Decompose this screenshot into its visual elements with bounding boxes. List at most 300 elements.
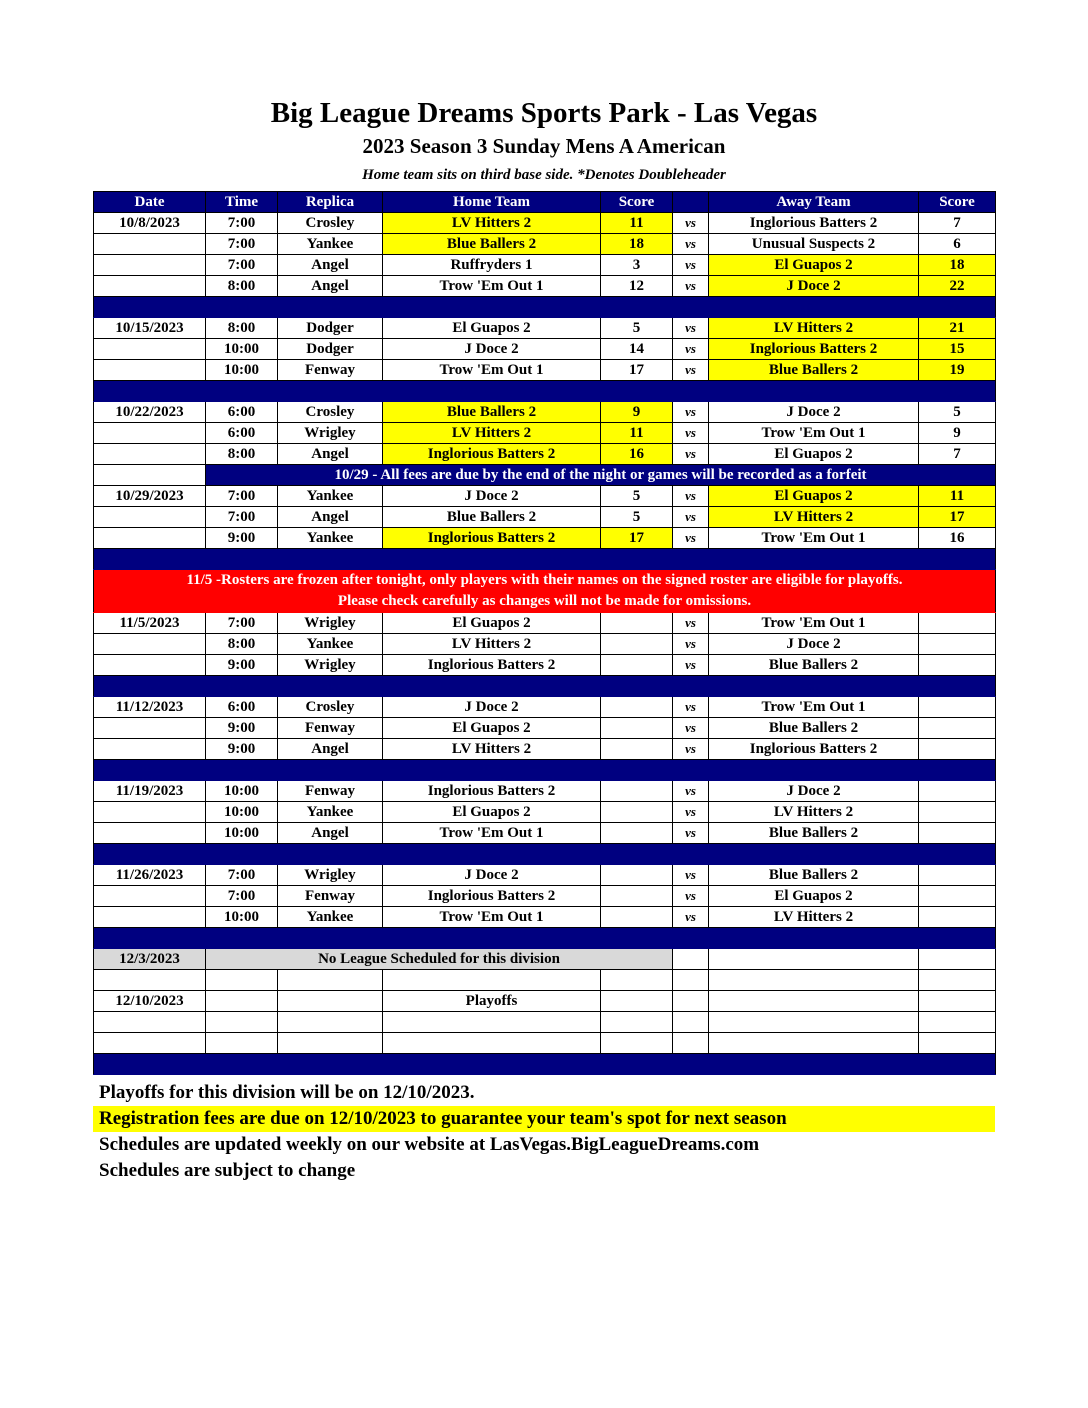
home-team-cell: Ruffryders 1 xyxy=(383,255,601,276)
separator-row xyxy=(94,844,996,865)
away-score-cell xyxy=(919,970,996,991)
away-score-cell: 7 xyxy=(919,444,996,465)
away-team-cell: J Doce 2 xyxy=(709,634,919,655)
vs-cell xyxy=(673,949,709,970)
column-header-away-team: Away Team xyxy=(709,192,919,213)
home-team-cell: El Guapos 2 xyxy=(383,718,601,739)
away-team-cell xyxy=(709,1033,919,1054)
away-score-cell: 7 xyxy=(919,213,996,234)
no-league-row xyxy=(94,949,996,970)
game-row xyxy=(94,318,996,339)
home-team-cell: LV Hitters 2 xyxy=(383,634,601,655)
home-score-cell: 16 xyxy=(601,444,673,465)
away-team-cell: El Guapos 2 xyxy=(709,444,919,465)
time-cell: 6:00 xyxy=(206,697,278,718)
home-score-cell xyxy=(601,907,673,928)
vs-label: vs xyxy=(673,613,709,634)
away-team-cell: Inglorious Batters 2 xyxy=(709,339,919,360)
date-cell xyxy=(94,1012,206,1033)
replica-cell: Angel xyxy=(278,444,383,465)
separator-row xyxy=(94,549,996,570)
date-cell xyxy=(94,255,206,276)
time-cell: 10:00 xyxy=(206,781,278,802)
time-cell xyxy=(206,1012,278,1033)
replica-cell: Crosley xyxy=(278,402,383,423)
vs-label: vs xyxy=(673,823,709,844)
replica-cell xyxy=(278,1012,383,1033)
home-team-cell: Inglorious Batters 2 xyxy=(383,655,601,676)
date-cell xyxy=(94,655,206,676)
column-header-time: Time xyxy=(206,192,278,213)
column-header-vs xyxy=(673,192,709,213)
away-team-cell: Blue Ballers 2 xyxy=(709,865,919,886)
time-cell xyxy=(206,991,278,1012)
date-cell xyxy=(94,886,206,907)
footer-line: Registration fees are due on 12/10/2023 to guarantee your team's spot for next season xyxy=(93,1106,995,1132)
home-score-cell: 17 xyxy=(601,360,673,381)
away-team-cell: Trow 'Em Out 1 xyxy=(709,423,919,444)
time-cell: 7:00 xyxy=(206,234,278,255)
roster-notice-line: 11/5 -Rosters are frozen after tonight, only players with their names on the signed roster are eligible for playoffs. xyxy=(186,572,903,588)
footer-line: Schedules are subject to change xyxy=(99,1160,356,1181)
vs-label: vs xyxy=(673,865,709,886)
away-score-cell: 6 xyxy=(919,234,996,255)
game-row xyxy=(94,802,996,823)
separator-bar xyxy=(94,297,996,318)
away-team-cell: Trow 'Em Out 1 xyxy=(709,697,919,718)
home-score-cell: 3 xyxy=(601,255,673,276)
time-cell: 9:00 xyxy=(206,718,278,739)
game-row xyxy=(94,907,996,928)
replica-cell: Crosley xyxy=(278,697,383,718)
away-team-cell: El Guapos 2 xyxy=(709,486,919,507)
schedule-page xyxy=(93,0,995,1075)
vs-label: vs xyxy=(673,802,709,823)
home-team-cell: LV Hitters 2 xyxy=(383,423,601,444)
time-cell xyxy=(206,970,278,991)
roster-notice-row xyxy=(94,570,996,613)
game-row xyxy=(94,718,996,739)
roster-notice-line: Please check carefully as changes will not be made for omissions. xyxy=(337,593,752,609)
time-cell: 7:00 xyxy=(206,486,278,507)
home-team-cell: El Guapos 2 xyxy=(383,613,601,634)
replica-cell xyxy=(278,970,383,991)
away-score-cell: 11 xyxy=(919,486,996,507)
away-score-cell xyxy=(919,718,996,739)
game-row xyxy=(94,276,996,297)
vs-label: vs xyxy=(673,255,709,276)
away-team-cell: LV Hitters 2 xyxy=(709,802,919,823)
date-cell xyxy=(94,634,206,655)
time-cell: 9:00 xyxy=(206,528,278,549)
date-cell xyxy=(94,718,206,739)
home-team-cell: J Doce 2 xyxy=(383,697,601,718)
home-score-cell xyxy=(601,991,673,1012)
fees-notice-text: 10/29 - All fees are due by the end of the night or games will be recorded as a forfeit xyxy=(206,465,996,486)
time-cell: 7:00 xyxy=(206,255,278,276)
date-cell xyxy=(94,970,206,991)
vs-label: vs xyxy=(673,276,709,297)
replica-cell: Wrigley xyxy=(278,865,383,886)
separator-bar xyxy=(94,928,996,949)
game-row xyxy=(94,634,996,655)
away-score-cell: 17 xyxy=(919,507,996,528)
date-cell: 12/3/2023 xyxy=(94,949,206,970)
empty-row xyxy=(94,1033,996,1054)
game-row xyxy=(94,255,996,276)
time-cell: 8:00 xyxy=(206,276,278,297)
home-team-cell: El Guapos 2 xyxy=(383,802,601,823)
replica-cell: Dodger xyxy=(278,339,383,360)
away-team-cell: J Doce 2 xyxy=(709,276,919,297)
footer xyxy=(93,1080,995,1184)
home-team-cell xyxy=(383,970,601,991)
away-score-cell: 16 xyxy=(919,528,996,549)
home-score-cell xyxy=(601,613,673,634)
away-score-cell xyxy=(919,865,996,886)
home-score-cell xyxy=(601,697,673,718)
separator-bar xyxy=(94,844,996,865)
home-score-cell: 9 xyxy=(601,402,673,423)
home-team-cell: Inglorious Batters 2 xyxy=(383,886,601,907)
date-cell xyxy=(94,823,206,844)
away-team-cell: LV Hitters 2 xyxy=(709,507,919,528)
game-row xyxy=(94,423,996,444)
vs-cell xyxy=(673,1012,709,1033)
vs-label: vs xyxy=(673,318,709,339)
away-score-cell: 22 xyxy=(919,276,996,297)
game-row xyxy=(94,697,996,718)
home-team-cell: J Doce 2 xyxy=(383,339,601,360)
home-score-cell: 5 xyxy=(601,318,673,339)
away-score-cell xyxy=(919,613,996,634)
vs-label: vs xyxy=(673,739,709,760)
time-cell: 6:00 xyxy=(206,423,278,444)
separator-bar xyxy=(94,1054,996,1075)
vs-label: vs xyxy=(673,423,709,444)
away-team-cell: Inglorious Batters 2 xyxy=(709,213,919,234)
time-cell: 8:00 xyxy=(206,444,278,465)
home-team-cell: Blue Ballers 2 xyxy=(383,507,601,528)
replica-cell: Wrigley xyxy=(278,423,383,444)
game-row xyxy=(94,655,996,676)
separator-row xyxy=(94,381,996,402)
replica-cell: Angel xyxy=(278,507,383,528)
vs-label: vs xyxy=(673,234,709,255)
time-cell: 8:00 xyxy=(206,318,278,339)
separator-bar xyxy=(94,381,996,402)
separator-row xyxy=(94,760,996,781)
separator-row xyxy=(94,928,996,949)
home-team-cell: Trow 'Em Out 1 xyxy=(383,360,601,381)
game-row xyxy=(94,823,996,844)
game-row xyxy=(94,528,996,549)
vs-label: vs xyxy=(673,718,709,739)
vs-cell xyxy=(673,970,709,991)
away-score-cell: 15 xyxy=(919,339,996,360)
away-score-cell xyxy=(919,655,996,676)
away-score-cell xyxy=(919,1033,996,1054)
roster-notice-text xyxy=(94,570,996,613)
date-cell: 11/5/2023 xyxy=(94,613,206,634)
schedule-table xyxy=(93,191,996,1075)
home-score-cell xyxy=(601,970,673,991)
away-score-cell xyxy=(919,739,996,760)
away-team-cell: LV Hitters 2 xyxy=(709,318,919,339)
away-team-cell: Trow 'Em Out 1 xyxy=(709,528,919,549)
home-team-cell: Trow 'Em Out 1 xyxy=(383,823,601,844)
date-cell: 10/22/2023 xyxy=(94,402,206,423)
game-row xyxy=(94,613,996,634)
date-cell: 10/15/2023 xyxy=(94,318,206,339)
home-team-cell: J Doce 2 xyxy=(383,486,601,507)
page-subtitle: 2023 Season 3 Sunday Mens A American xyxy=(362,134,726,158)
date-cell: 11/19/2023 xyxy=(94,781,206,802)
time-cell: 7:00 xyxy=(206,865,278,886)
separator-bar xyxy=(94,549,996,570)
game-row xyxy=(94,339,996,360)
home-score-cell xyxy=(601,781,673,802)
away-team-cell: El Guapos 2 xyxy=(709,255,919,276)
away-team-cell: Blue Ballers 2 xyxy=(709,655,919,676)
table-header xyxy=(94,192,996,213)
date-cell xyxy=(94,444,206,465)
home-team-cell xyxy=(383,1012,601,1033)
vs-label: vs xyxy=(673,444,709,465)
home-team-cell: Playoffs xyxy=(383,991,601,1012)
away-team-cell: Trow 'Em Out 1 xyxy=(709,613,919,634)
vs-label: vs xyxy=(673,402,709,423)
replica-cell: Angel xyxy=(278,255,383,276)
time-cell: 10:00 xyxy=(206,823,278,844)
replica-cell: Yankee xyxy=(278,234,383,255)
away-score-cell: 9 xyxy=(919,423,996,444)
column-header-home-team: Home Team xyxy=(383,192,601,213)
time-cell: 9:00 xyxy=(206,655,278,676)
vs-label: vs xyxy=(673,781,709,802)
replica-cell: Fenway xyxy=(278,886,383,907)
vs-label: vs xyxy=(673,907,709,928)
date-cell xyxy=(94,360,206,381)
game-row xyxy=(94,402,996,423)
page-title: Big League Dreams Sports Park - Las Vegas xyxy=(270,97,818,129)
date-cell xyxy=(94,423,206,444)
time-cell xyxy=(206,1033,278,1054)
vs-cell xyxy=(673,1033,709,1054)
home-score-cell: 18 xyxy=(601,234,673,255)
date-cell xyxy=(94,507,206,528)
separator-row xyxy=(94,1054,996,1075)
replica-cell: Fenway xyxy=(278,718,383,739)
replica-cell: Fenway xyxy=(278,781,383,802)
time-cell: 8:00 xyxy=(206,634,278,655)
date-cell: 10/29/2023 xyxy=(94,486,206,507)
vs-label: vs xyxy=(673,634,709,655)
separator-bar xyxy=(94,676,996,697)
replica-cell: Yankee xyxy=(278,528,383,549)
home-score-cell xyxy=(601,1012,673,1033)
footer-line: Schedules are updated weekly on our website at LasVegas.BigLeagueDreams.com xyxy=(99,1134,760,1155)
game-row xyxy=(94,444,996,465)
empty-row xyxy=(94,970,996,991)
game-row xyxy=(94,213,996,234)
away-score-cell xyxy=(919,1012,996,1033)
home-team-cell: J Doce 2 xyxy=(383,865,601,886)
away-score-cell: 19 xyxy=(919,360,996,381)
home-score-cell xyxy=(601,655,673,676)
home-score-cell: 14 xyxy=(601,339,673,360)
vs-label: vs xyxy=(673,697,709,718)
away-team-cell: LV Hitters 2 xyxy=(709,907,919,928)
away-team-cell: Inglorious Batters 2 xyxy=(709,739,919,760)
separator-row xyxy=(94,676,996,697)
away-score-cell xyxy=(919,634,996,655)
replica-cell: Wrigley xyxy=(278,613,383,634)
game-row xyxy=(94,781,996,802)
home-score-cell: 12 xyxy=(601,276,673,297)
home-team-cell xyxy=(383,1033,601,1054)
date-cell: 11/26/2023 xyxy=(94,865,206,886)
away-team-cell xyxy=(709,949,919,970)
replica-cell: Yankee xyxy=(278,907,383,928)
replica-cell: Yankee xyxy=(278,802,383,823)
home-team-cell: LV Hitters 2 xyxy=(383,213,601,234)
replica-cell: Yankee xyxy=(278,486,383,507)
date-cell xyxy=(94,339,206,360)
home-score-cell: 5 xyxy=(601,486,673,507)
no-league-text: No League Scheduled for this division xyxy=(206,949,673,970)
date-cell: 10/8/2023 xyxy=(94,213,206,234)
home-score-cell xyxy=(601,634,673,655)
home-team-cell: Blue Ballers 2 xyxy=(383,402,601,423)
away-score-cell xyxy=(919,949,996,970)
replica-cell: Angel xyxy=(278,823,383,844)
away-team-cell: Unusual Suspects 2 xyxy=(709,234,919,255)
home-team-cell: El Guapos 2 xyxy=(383,318,601,339)
time-cell: 9:00 xyxy=(206,739,278,760)
empty-row xyxy=(94,1012,996,1033)
column-header-score: Score xyxy=(919,192,996,213)
page-note: Home team sits on third base side. *Denotes Doubleheader xyxy=(362,167,726,183)
home-score-cell: 11 xyxy=(601,423,673,444)
playoffs-row xyxy=(94,991,996,1012)
replica-cell: Dodger xyxy=(278,318,383,339)
away-score-cell xyxy=(919,886,996,907)
away-score-cell xyxy=(919,781,996,802)
time-cell: 10:00 xyxy=(206,360,278,381)
home-score-cell: 11 xyxy=(601,213,673,234)
home-team-cell: Trow 'Em Out 1 xyxy=(383,907,601,928)
away-score-cell xyxy=(919,823,996,844)
game-row xyxy=(94,739,996,760)
home-score-cell xyxy=(601,739,673,760)
game-row xyxy=(94,886,996,907)
away-score-cell xyxy=(919,907,996,928)
time-cell: 10:00 xyxy=(206,339,278,360)
time-cell: 7:00 xyxy=(206,213,278,234)
vs-label: vs xyxy=(673,339,709,360)
vs-label: vs xyxy=(673,507,709,528)
footer-line: Playoffs for this division will be on 12/10/2023. xyxy=(99,1082,475,1103)
home-score-cell xyxy=(601,802,673,823)
game-row xyxy=(94,507,996,528)
game-row xyxy=(94,234,996,255)
home-team-cell: Trow 'Em Out 1 xyxy=(383,276,601,297)
away-team-cell: Blue Ballers 2 xyxy=(709,718,919,739)
date-cell xyxy=(94,528,206,549)
time-cell: 10:00 xyxy=(206,907,278,928)
home-score-cell: 5 xyxy=(601,507,673,528)
replica-cell: Wrigley xyxy=(278,655,383,676)
away-team-cell: El Guapos 2 xyxy=(709,886,919,907)
date-cell: 11/12/2023 xyxy=(94,697,206,718)
column-header-date: Date xyxy=(94,192,206,213)
away-team-cell: Blue Ballers 2 xyxy=(709,823,919,844)
vs-label: vs xyxy=(673,528,709,549)
away-team-cell: J Doce 2 xyxy=(709,781,919,802)
replica-cell: Angel xyxy=(278,276,383,297)
header-row xyxy=(94,192,996,213)
fees-notice-row xyxy=(94,465,996,486)
home-score-cell xyxy=(601,886,673,907)
time-cell: 7:00 xyxy=(206,886,278,907)
date-cell: 12/10/2023 xyxy=(94,991,206,1012)
away-score-cell xyxy=(919,697,996,718)
separator-bar xyxy=(94,760,996,781)
date-cell xyxy=(94,276,206,297)
vs-cell xyxy=(673,991,709,1012)
column-header-score: Score xyxy=(601,192,673,213)
home-team-cell: Blue Ballers 2 xyxy=(383,234,601,255)
date-cell xyxy=(94,465,206,486)
away-team-cell: Blue Ballers 2 xyxy=(709,360,919,381)
home-score-cell: 17 xyxy=(601,528,673,549)
away-team-cell xyxy=(709,991,919,1012)
column-header-replica: Replica xyxy=(278,192,383,213)
away-team-cell: J Doce 2 xyxy=(709,402,919,423)
replica-cell: Crosley xyxy=(278,213,383,234)
home-team-cell: Inglorious Batters 2 xyxy=(383,528,601,549)
away-score-cell: 21 xyxy=(919,318,996,339)
date-cell xyxy=(94,1033,206,1054)
away-score-cell xyxy=(919,991,996,1012)
vs-label: vs xyxy=(673,360,709,381)
replica-cell: Fenway xyxy=(278,360,383,381)
time-cell: 6:00 xyxy=(206,402,278,423)
replica-cell: Yankee xyxy=(278,634,383,655)
vs-label: vs xyxy=(673,655,709,676)
date-cell xyxy=(94,907,206,928)
vs-label: vs xyxy=(673,886,709,907)
away-score-cell xyxy=(919,802,996,823)
away-team-cell xyxy=(709,970,919,991)
vs-label: vs xyxy=(673,213,709,234)
game-row xyxy=(94,360,996,381)
home-team-cell: Inglorious Batters 2 xyxy=(383,444,601,465)
time-cell: 7:00 xyxy=(206,613,278,634)
replica-cell xyxy=(278,991,383,1012)
separator-row xyxy=(94,297,996,318)
home-score-cell xyxy=(601,1033,673,1054)
game-row xyxy=(94,486,996,507)
away-score-cell: 5 xyxy=(919,402,996,423)
home-team-cell: LV Hitters 2 xyxy=(383,739,601,760)
vs-label: vs xyxy=(673,486,709,507)
time-cell: 7:00 xyxy=(206,507,278,528)
date-cell xyxy=(94,739,206,760)
time-cell: 10:00 xyxy=(206,802,278,823)
home-team-cell: Inglorious Batters 2 xyxy=(383,781,601,802)
